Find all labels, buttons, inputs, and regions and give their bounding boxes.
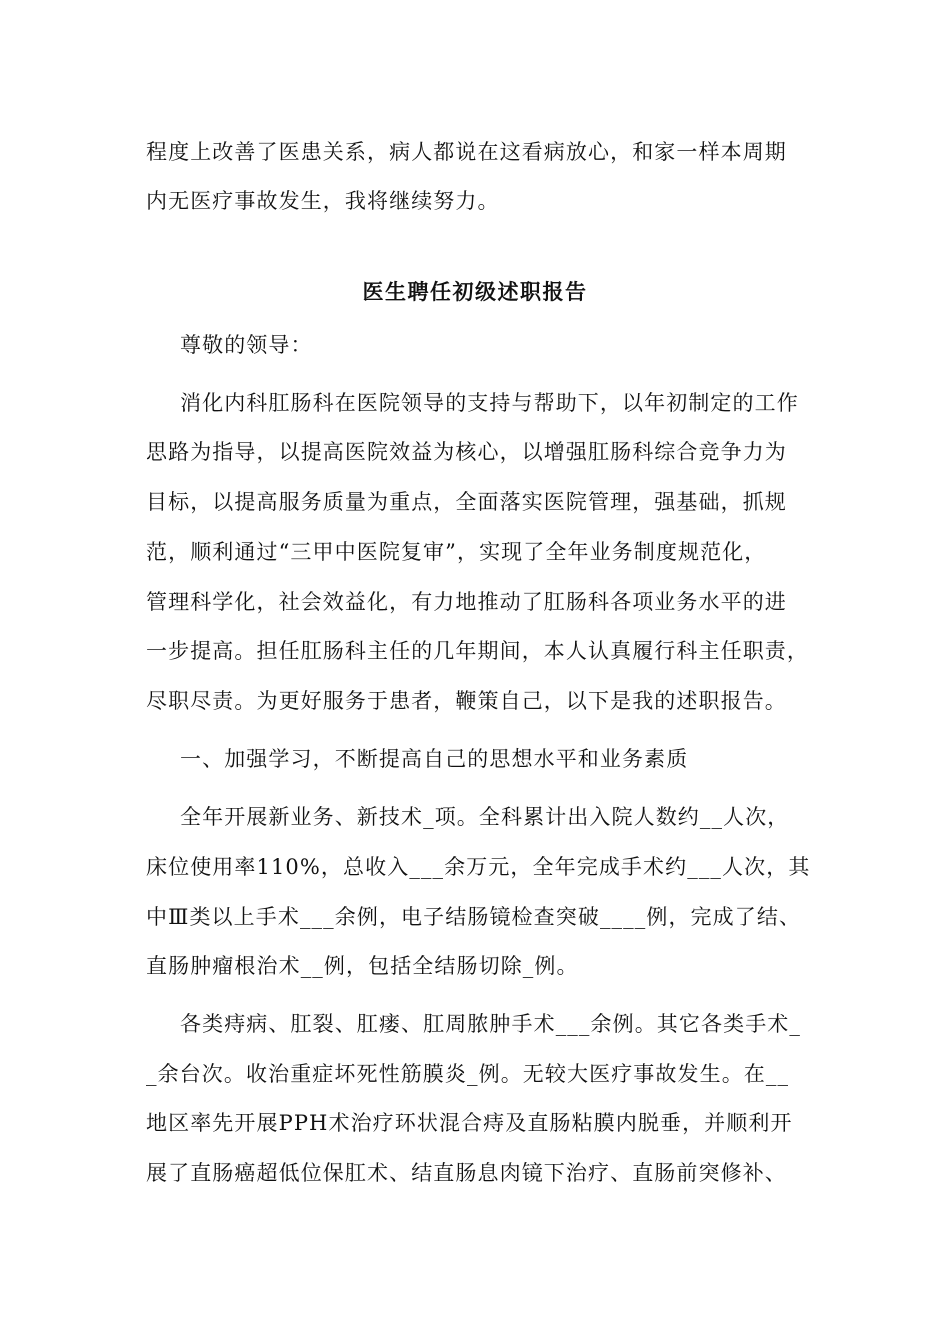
para1-line-5: 管理科学化，社会效益化，有力地推动了肛肠科各项业务水平的进 [146,590,787,614]
para2-line-1: 全年开展新业务、新技术_项。全科累计出入院人数约__人次， [180,805,790,829]
para2-line-4: 直肠肿瘤根治术__例，包括全结肠切除_例。 [146,954,579,978]
para1-line-1: 消化内科肛肠科在医院领导的支持与帮助下，以年初制定的工作 [180,391,799,415]
para3-line-3: 地区率先开展PPH术治疗环状混合痔及直肠粘膜内脱垂，并顺利开 [146,1111,793,1135]
para1-line-7: 尽职尽责。为更好服务于患者，鞭策自己，以下是我的述职报告。 [146,689,787,713]
para1-line-6: 一步提高。担任肛肠科主任的几年期间，本人认真履行科主任职责， [146,639,809,663]
para2-line-2: 床位使用率110%，总收入___余万元，全年完成手术约___人次，其 [146,855,811,879]
para2-line-3: 中Ⅲ类以上手术___余例，电子结肠镜检查突破____例，完成了结、 [146,905,802,929]
document-title: 医生聘任初级述职报告 [362,280,588,304]
para1-line-3: 目标，以提高服务质量为重点，全面落实医院管理，强基础，抓规 [146,490,787,514]
para1-line-4: 范，顺利通过“三甲中医院复审”，实现了全年业务制度规范化， [146,540,767,564]
para1-line-2: 思路为指导，以提高医院效益为核心，以增强肛肠科综合竞争力为 [146,440,787,464]
section1-heading: 一、加强学习，不断提高自己的思想水平和业务素质 [180,747,689,771]
intro-line-1: 程度上改善了医患关系，病人都说在这看病放心，和家一样本周期 [146,140,787,164]
para3-line-1: 各类痔病、肛裂、肛瘘、肛周脓肿手术___余例。其它各类手术_ [180,1012,801,1036]
intro-line-2: 内无医疗事故发生，我将继续努力。 [146,189,500,213]
para3-line-4: 展了直肠癌超低位保肛术、结直肠息肉镜下治疗、直肠前突修补、 [146,1161,787,1185]
salutation: 尊敬的领导： [180,333,313,357]
para3-line-2: _余台次。收治重症坏死性筋膜炎_例。无较大医疗事故发生。在__ [146,1062,790,1086]
